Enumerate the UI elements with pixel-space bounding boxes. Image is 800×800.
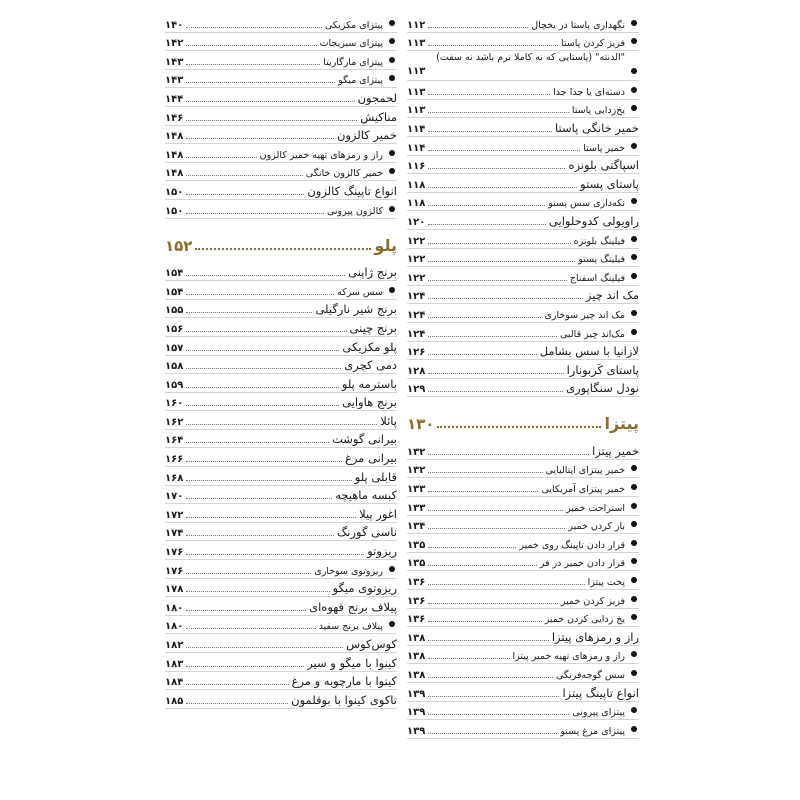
toc-subentry — [165, 616, 397, 635]
dot-leader — [428, 27, 528, 28]
dot-leader — [186, 350, 339, 351]
entry-title: لحمجون — [357, 90, 397, 105]
dot-leader — [428, 454, 589, 455]
dot-leader — [186, 275, 345, 276]
dot-leader — [186, 101, 354, 102]
toc-subentry — [407, 100, 639, 119]
page-number: ۱۳۸ — [407, 670, 426, 681]
dot-leader — [186, 175, 302, 176]
toc-subentry — [165, 560, 397, 579]
dot-leader — [428, 603, 558, 604]
toc-subentry — [407, 553, 639, 572]
toc-entry — [407, 441, 639, 460]
toc-entry — [165, 318, 397, 337]
entry-title: ریزوتوی میگو — [332, 581, 397, 596]
entry-title: قرار دادن خمیر در فر — [539, 558, 625, 570]
toc-entry — [165, 523, 397, 542]
section-heading — [407, 411, 639, 433]
toc-subentry — [407, 571, 639, 590]
page-number: ۱۳۳ — [407, 484, 426, 496]
dot-leader — [195, 248, 371, 250]
toc-subentry — [165, 33, 397, 52]
page-number: ۱۴۴ — [165, 93, 184, 105]
entry-title: پیتزای پپرونی — [572, 707, 625, 719]
toc-subentry — [407, 304, 639, 323]
entry-title: پیتزای مکزیکی — [324, 19, 383, 31]
dot-leader — [186, 573, 311, 574]
dot-leader — [428, 491, 538, 492]
entry-title: پیلاف برنج سفید — [318, 621, 383, 633]
toc-subentry — [407, 478, 639, 497]
dot-leader — [428, 677, 553, 678]
page-number: ۱۳۶ — [407, 577, 426, 589]
entry-title: پیلاف برنج قهوه‌ای — [309, 599, 397, 614]
page-number: ۱۴۶ — [165, 112, 184, 124]
entry-title: کوس‌کوس — [346, 637, 397, 651]
toc-subentry — [165, 281, 397, 300]
page-number: ۱۳۳ — [407, 502, 426, 514]
dot-leader — [428, 298, 583, 299]
page-number: ۱۷۸ — [165, 584, 184, 596]
entry-title: سس سرکه — [337, 286, 383, 298]
page-number: ۱۸۲ — [165, 640, 184, 651]
toc-entry — [165, 672, 397, 691]
page-number: ۱۶۴ — [165, 435, 184, 447]
page-number: ۱۳۶ — [407, 595, 426, 607]
toc-entry — [165, 430, 397, 449]
page-number: ۱۵۰ — [165, 186, 184, 198]
dot-leader — [428, 112, 569, 113]
page-number: ۱۵۵ — [165, 305, 184, 317]
page-number: ۱۵۰ — [165, 205, 184, 217]
dot-leader — [428, 696, 559, 697]
page-number: ۱۴۳ — [165, 56, 184, 68]
dot-leader — [428, 565, 536, 566]
toc-subentry — [407, 609, 639, 628]
toc-subentry — [407, 516, 639, 535]
page-number: ۱۲۴ — [407, 291, 426, 303]
dot-leader — [428, 584, 584, 585]
page-number: ۱۵۴ — [165, 286, 184, 298]
page-number: ۱۳۹ — [407, 688, 426, 700]
dot-leader — [428, 640, 549, 641]
toc-subentry — [407, 646, 639, 665]
toc-entry — [407, 379, 639, 398]
dot-leader — [186, 517, 356, 518]
page-number: ۱۸۰ — [165, 621, 184, 633]
page-number: ۱۲۲ — [407, 272, 426, 284]
entry-title: برنج ژاپنی — [348, 265, 397, 280]
page-number: ۱۷۴ — [165, 528, 184, 540]
dot-leader — [186, 120, 357, 121]
entry-title: کبسه ماهیچه — [335, 488, 397, 503]
page-number: ۱۵۹ — [165, 379, 184, 391]
entry-title: پاستای کَربونارا — [566, 362, 639, 377]
dot-leader — [428, 94, 550, 95]
entry-title: مناکیش — [360, 109, 397, 124]
page-number: ۱۳۸ — [407, 632, 426, 644]
entry-title: ریزوتو — [367, 544, 397, 559]
entry-title: ریزوتوی سوخاری — [314, 565, 383, 577]
entry-title: انواع تاپینگ کالزون — [307, 183, 397, 198]
dot-leader — [428, 472, 542, 473]
dot-leader — [186, 405, 339, 406]
entry-title: پیتزای میگو — [338, 75, 383, 87]
dot-leader — [186, 554, 364, 555]
page-number: ۱۷۲ — [165, 509, 184, 521]
toc-entry — [165, 690, 397, 709]
dot-leader — [428, 658, 509, 659]
dot-leader — [428, 280, 567, 281]
toc-entry — [165, 263, 397, 282]
toc-subentry — [407, 497, 639, 516]
toc-entry — [165, 541, 397, 560]
entry-title: نگهداری پاستا در یخچال — [531, 19, 625, 31]
toc-entry — [407, 342, 639, 361]
section-title: پیتزا — [604, 414, 639, 434]
page-number: ۱۶۰ — [165, 398, 184, 410]
page-number: ۱۶۸ — [165, 472, 184, 484]
dot-leader — [186, 535, 334, 536]
entry-title: کالزون پپرونی — [326, 205, 383, 217]
toc-entry — [165, 126, 397, 145]
page-number: ۱۱۸ — [407, 179, 426, 191]
page-number: ۱۲۴ — [407, 328, 426, 340]
toc-column-left — [165, 14, 397, 709]
entry-title: مک اند چیز — [585, 288, 639, 303]
dot-leader — [428, 150, 580, 151]
page-number: ۱۳۵ — [407, 558, 426, 570]
dot-leader — [428, 714, 569, 715]
page-number: ۱۵۴ — [165, 268, 184, 280]
entry-title: مک اند چیز سوخاری — [544, 309, 625, 321]
page-number: ۱۱۳ — [407, 86, 426, 98]
entry-title: یخ زدایی کردن خمیر — [544, 614, 625, 626]
entry-title: اغور پیلا — [359, 506, 397, 521]
page-number: ۱۲۸ — [407, 365, 426, 377]
toc-subentry — [407, 323, 639, 342]
toc-entry — [407, 118, 639, 137]
dot-leader — [186, 647, 343, 648]
page-number: ۱۴۸ — [165, 168, 184, 180]
entry-title: پاستای پستو — [580, 176, 639, 191]
dot-leader — [186, 387, 339, 388]
dot-leader — [186, 194, 304, 195]
dot-leader — [186, 480, 351, 481]
toc-entry — [165, 337, 397, 356]
page-number: ۱۸۳ — [165, 658, 184, 670]
dot-leader — [186, 138, 334, 139]
page-number: ۱۳۲ — [407, 446, 426, 458]
dot-leader — [428, 168, 565, 169]
dot-leader — [428, 243, 570, 244]
dot-leader — [428, 45, 558, 46]
dot-leader — [186, 591, 329, 592]
page-number: ۱۵۷ — [165, 342, 184, 354]
entry-title: قرار دادن تاپینگ روی خمیر — [519, 539, 625, 551]
entry-title: پائلا — [380, 413, 397, 428]
entry-title: سس گوجه‌فرنگی — [555, 670, 625, 681]
page-number: ۱۱۳ — [407, 38, 426, 50]
dot-leader — [186, 498, 332, 499]
page-number: ۱۸۴ — [165, 677, 184, 689]
dot-leader — [428, 621, 541, 622]
page-number: ۱۱۴ — [407, 123, 426, 135]
toc-entry — [407, 683, 639, 702]
entry-title: دسته‌ای یا جدا جدا — [553, 86, 625, 98]
page-number: ۱۴۸ — [165, 131, 184, 143]
toc-column-right — [407, 14, 639, 739]
page-number: ۱۷۶ — [165, 547, 184, 559]
toc-entry — [407, 286, 639, 305]
entry-title: باسترمه پلو — [341, 376, 397, 391]
entry-title: راویولی کدوحلوایی — [548, 213, 639, 228]
dot-leader — [437, 426, 601, 428]
entry-title: تاکوی کینوا با بوقلمون — [291, 692, 397, 707]
toc-subentry — [407, 664, 639, 683]
entry-title: فریز کردن پاستا — [561, 38, 625, 50]
dot-leader — [428, 354, 536, 355]
page-number: ۱۸۰ — [165, 602, 184, 614]
entry-title: برنج شیر نارگیلی — [315, 302, 397, 317]
entry-title: انواع تاپینگ پیتزا — [562, 685, 639, 700]
toc-entry — [165, 448, 397, 467]
dot-leader — [428, 261, 575, 262]
page-number: ۱۶۲ — [165, 416, 184, 428]
page-number: ۱۲۲ — [407, 235, 426, 247]
dot-leader — [186, 628, 315, 629]
toc-entry — [165, 300, 397, 319]
page-number: ۱۸۵ — [165, 695, 184, 707]
dot-leader — [186, 684, 288, 685]
entry-title: "الدنته" (پاستایی که نه کاملا نرم باشد نه سفت) — [436, 52, 625, 64]
entry-title: پیتزای مرغ پستو — [560, 725, 625, 737]
entry-title: ناسی گورنگ — [336, 525, 397, 540]
entry-title: خمیر کالزون خانگی — [305, 168, 383, 180]
page-number: ۱۶۶ — [165, 454, 184, 466]
entry-title: خمیر پاستا — [583, 142, 625, 154]
toc-subentry — [407, 230, 639, 249]
dot-leader — [186, 368, 341, 369]
entry-title: خمیر خانگی پاستا — [555, 120, 639, 135]
entry-title: کینوا با میگو و سیر — [307, 655, 397, 670]
page-number: ۱۴۲ — [165, 38, 184, 50]
toc-subentry — [407, 193, 639, 212]
dot-leader — [186, 45, 316, 46]
page-number: ۱۱۶ — [407, 161, 426, 173]
entry-title: پیتزای مارگاریتا — [323, 56, 383, 68]
entry-title: برنج چینی — [349, 320, 397, 335]
toc-subentry — [407, 33, 639, 52]
toc-entry — [407, 627, 639, 646]
toc-entry — [165, 634, 397, 653]
page-number: ۱۳۰ — [407, 415, 435, 434]
dot-leader — [186, 82, 335, 83]
toc-subentry — [165, 51, 397, 70]
entry-title: خمیر پیتزای آمریکایی — [541, 484, 625, 496]
toc-subentry — [407, 267, 639, 286]
page-number: ۱۷۰ — [165, 491, 184, 503]
dot-leader — [428, 547, 516, 548]
entry-title: یخ‌زدایی پاستا — [571, 105, 625, 117]
entry-title: نودل سنگاپوری — [566, 381, 639, 396]
toc-entry — [165, 356, 397, 375]
dot-leader — [186, 294, 334, 295]
dot-leader — [428, 205, 545, 206]
entry-title: باز کردن خمیر — [568, 521, 625, 533]
page-number: ۱۳۴ — [407, 521, 426, 533]
page-number: ۱۴۰ — [165, 19, 184, 31]
dot-leader — [186, 424, 377, 425]
toc-entry — [165, 486, 397, 505]
entry-title: دمی کچری — [344, 358, 397, 373]
toc-subentry — [407, 137, 639, 156]
page-number: ۱۱۴ — [407, 142, 426, 154]
toc-entry — [165, 504, 397, 523]
dot-leader — [186, 64, 320, 65]
toc-entry — [165, 107, 397, 126]
page-number: ۱۲۲ — [407, 254, 426, 266]
page-number: ۱۴۸ — [165, 149, 184, 161]
page-number: ۱۳۵ — [407, 539, 426, 551]
toc-subentry — [407, 702, 639, 721]
entry-title: فیلینگ اسفناج — [569, 272, 625, 284]
toc-entry — [407, 156, 639, 175]
page-number: ۱۳۲ — [407, 465, 426, 477]
toc-subentry — [407, 590, 639, 609]
entry-title: خمیر پیتزا — [592, 443, 639, 458]
toc-subentry — [165, 14, 397, 33]
page-number: ۱۵۸ — [165, 361, 184, 373]
toc-entry — [165, 579, 397, 598]
dot-leader — [186, 666, 304, 667]
page-number: ۱۲۰ — [407, 216, 426, 228]
toc-subentry — [165, 200, 397, 219]
entry-title: فریز کردن خمیر — [560, 595, 625, 607]
toc-entry — [165, 653, 397, 672]
entry-title: قابلی پلو — [354, 469, 397, 484]
page-number: ۱۵۶ — [165, 323, 184, 335]
entry-title: مک‌اند چیز قالبی — [560, 328, 625, 340]
entry-title: لازانیا با سس بشامل — [539, 344, 639, 359]
toc-subentry — [407, 534, 639, 553]
dot-leader — [186, 461, 342, 462]
toc-entry — [165, 88, 397, 107]
dot-leader — [428, 733, 557, 734]
page-number: ۱۷۶ — [165, 565, 184, 577]
toc-subentry — [407, 14, 639, 33]
toc-subentry — [165, 144, 397, 163]
toc-entry — [407, 174, 639, 193]
toc-subentry — [407, 51, 639, 81]
page-number: ۱۱۳ — [407, 66, 426, 78]
entry-title: نکه‌داری سس پستو — [548, 198, 625, 210]
page-number: ۱۳۹ — [407, 725, 426, 737]
toc-entry — [407, 360, 639, 379]
entry-title: پخت پیتزا — [587, 577, 625, 589]
page-number: ۱۱۳ — [407, 105, 426, 117]
toc-entry — [165, 597, 397, 616]
toc-subentry — [165, 70, 397, 89]
toc-subentry — [407, 460, 639, 479]
toc-entry — [165, 181, 397, 200]
page-number: ۱۲۴ — [407, 309, 426, 321]
entry-title: بیرانی مرغ — [344, 451, 397, 466]
dot-leader — [428, 336, 557, 337]
toc-entry — [165, 467, 397, 486]
toc-entry — [165, 411, 397, 430]
dot-leader — [186, 610, 306, 611]
toc-subentry — [165, 163, 397, 182]
entry-title: بیرانی گوشت — [332, 432, 397, 447]
page-number: ۱۳۶ — [407, 614, 426, 626]
dot-leader — [186, 312, 312, 313]
entry-title: استراحت خمیر — [565, 502, 625, 514]
section-title: پلو — [374, 235, 397, 255]
dot-leader — [428, 224, 546, 225]
dot-leader — [186, 27, 322, 28]
page-number: ۱۳۹ — [407, 707, 426, 719]
page-number: ۱۳۸ — [407, 651, 426, 663]
page-number: ۱۵۲ — [165, 236, 193, 255]
entry-title: راز و رمزهای پیتزا — [551, 629, 639, 644]
entry-title: پیتزای سبزیجات — [319, 38, 383, 50]
dot-leader — [428, 373, 563, 374]
page-number: ۱۲۹ — [407, 384, 426, 396]
entry-title: برنج هاوایی — [342, 395, 397, 410]
section-heading — [165, 233, 397, 255]
entry-title: کینوا با مارچوبه و مرغ — [291, 674, 397, 689]
dot-leader — [428, 131, 552, 132]
dot-leader — [428, 317, 541, 318]
dot-leader — [186, 331, 346, 332]
dot-leader — [428, 187, 577, 188]
toc-subentry — [407, 249, 639, 268]
entry-title: خمیر کالزون — [336, 128, 397, 143]
entry-title: راز و رمزهای تهیه خمیر پیتزا — [512, 651, 625, 663]
page-number: ۱۴۳ — [165, 75, 184, 87]
page-number: ۱۲۶ — [407, 347, 426, 359]
toc-subentry — [407, 81, 639, 100]
entry-title: خمیر پیتزای ایتالیایی — [545, 465, 625, 477]
page-number: ۱۱۸ — [407, 198, 426, 210]
entry-title: اسپاگتی بلونزه — [568, 158, 639, 173]
entry-title: فیلینگ بلونزه — [573, 235, 625, 247]
toc-entry — [165, 393, 397, 412]
dot-leader — [186, 703, 288, 704]
toc-entry — [407, 211, 639, 230]
dot-leader — [186, 213, 324, 214]
toc-entry — [165, 374, 397, 393]
page-number: ۱۱۲ — [407, 19, 426, 31]
dot-leader — [428, 510, 563, 511]
entry-title: فیلینگ پستو — [578, 254, 625, 266]
dot-leader — [428, 528, 565, 529]
dot-leader — [428, 391, 563, 392]
entry-title: راز و رمزهای تهیه خمیر کالزون — [259, 149, 383, 161]
dot-leader — [186, 157, 256, 158]
entry-title: پلو مکزیکی — [342, 339, 397, 354]
toc-subentry — [407, 720, 639, 739]
dot-leader — [186, 442, 329, 443]
